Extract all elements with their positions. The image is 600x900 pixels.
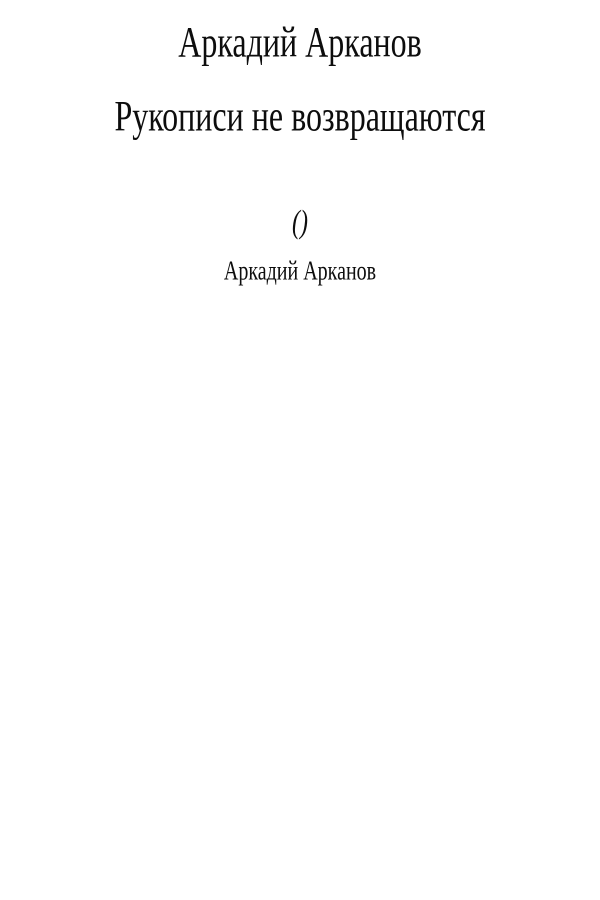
author-byline bbox=[0, 256, 600, 287]
author-byline-text: Аркадий Арканов bbox=[223, 256, 377, 287]
book-author-heading-text: Аркадий Арканов bbox=[178, 17, 422, 66]
section-marker-text: () bbox=[292, 205, 308, 241]
book-title-heading bbox=[0, 91, 600, 140]
book-title-heading-text: Рукописи не возвращаются bbox=[114, 91, 486, 140]
section-marker bbox=[0, 205, 600, 241]
book-author-heading bbox=[0, 17, 600, 66]
